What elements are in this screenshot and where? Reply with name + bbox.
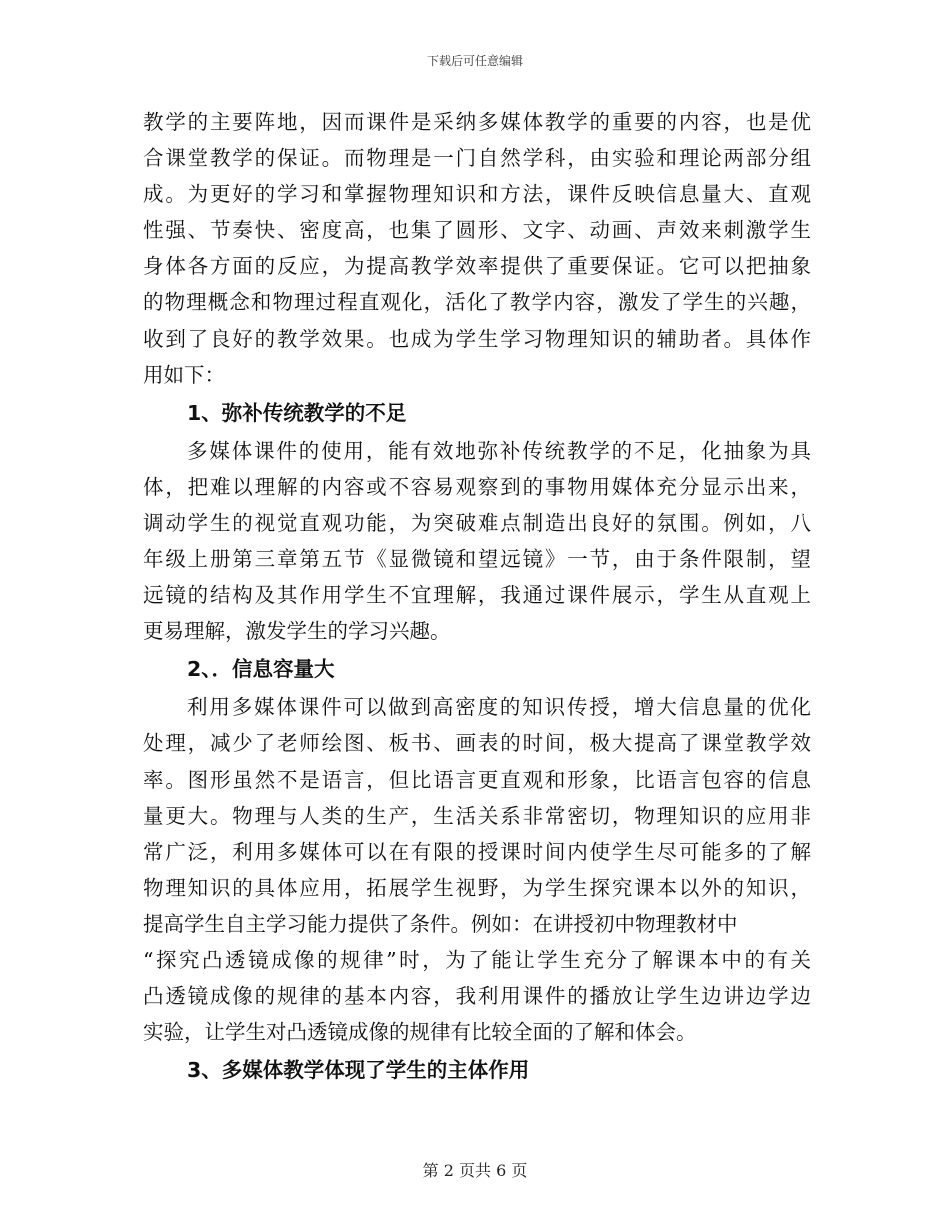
section-heading-1: 1、弥补传统教学的不足 xyxy=(187,400,407,425)
text-line: 实验，让学生对凸透镜成像的规律有比较全面的了解和体会。 xyxy=(143,1020,697,1045)
text-line: 调动学生的视觉直观功能，为突破难点制造出良好的氛围。例如，八 xyxy=(143,510,811,535)
text-line: 率。图形虽然不是语言，但比语言更直观和形象，比语言包容的信息 xyxy=(143,767,811,792)
text-line: 身体各方面的反应，为提高教学效率提供了重要保证。它可以把抽象 xyxy=(143,254,811,279)
text-line: 利用多媒体课件可以做到高密度的知识传授，增大信息量的优化 xyxy=(187,695,811,720)
text-line: 体，把难以理解的内容或不容易观察到的事物用媒体充分显示出来， xyxy=(143,474,811,499)
text-line: “探究凸透镜成像的规律”时，为了能让学生充分了解课本中的有关 xyxy=(143,947,811,972)
text-line: 常广泛，利用多媒体可以在有限的授课时间内使学生尽可能多的了解 xyxy=(143,839,811,864)
paragraph-1 xyxy=(143,104,811,393)
text-line: 多媒体课件的使用，能有效地弥补传统教学的不足，化抽象为具 xyxy=(187,438,811,463)
section-heading-2: 2、．信息容量大 xyxy=(187,657,335,682)
paragraph-3 xyxy=(143,689,811,1050)
text-line: 教学的主要阵地，因而课件是采纳多媒体教学的重要的内容，也是优 xyxy=(143,110,811,134)
page-footer: 第 2 页共 6 页 xyxy=(422,1161,528,1180)
page-header: 下载后可任意编辑 xyxy=(426,54,523,68)
text-line: 年级上册第三章第五节《显微镜和望远镜》一节，由于条件限制，望 xyxy=(143,547,811,572)
text-line: 收到了良好的教学效果。也成为学生学习物理知识的辅助者。具体作 xyxy=(143,326,811,351)
text-line: 量更大。物理与人类的生产，生活关系非常密切，物理知识的应用非 xyxy=(143,803,811,828)
text-line: 更易理解，激发学生的学习兴趣。 xyxy=(143,619,451,644)
document-body xyxy=(143,104,811,1090)
text-line: 用如下： xyxy=(143,362,225,387)
text-line: 远镜的结构及其作用学生不宜理解，我通过课件展示，学生从直观上 xyxy=(143,583,811,608)
text-line: 处理，减少了老师绘图、板书、画表的时间，极大提高了课堂教学效 xyxy=(143,731,811,756)
text-line: 提高学生自主学习能力提供了条件。例如：在讲授初中物理教材中 xyxy=(143,911,738,936)
text-line: 的物理概念和物理过程直观化，活化了教学内容，激发了学生的兴趣， xyxy=(143,290,811,315)
text-line: 物理知识的具体应用，拓展学生视野，为学生探究课本以外的知识， xyxy=(143,875,811,900)
text-line: 性强、节奏快、密度高，也集了圆形、文字、动画、声效来刺激学生 xyxy=(143,218,811,243)
paragraph-2 xyxy=(143,433,811,650)
text-line: 合课堂教学的保证。而物理是一门自然学科，由实验和理论两部分组 xyxy=(143,146,811,171)
text-line: 凸透镜成像的规律的基本内容，我利用课件的播放让学生边讲边学边 xyxy=(143,984,811,1009)
text-line: 成。为更好的学习和掌握物理知识和方法，课件反映信息量大、直观 xyxy=(143,182,811,207)
section-heading-3: 3、多媒体教学体现了学生的主体作用 xyxy=(187,1058,530,1083)
